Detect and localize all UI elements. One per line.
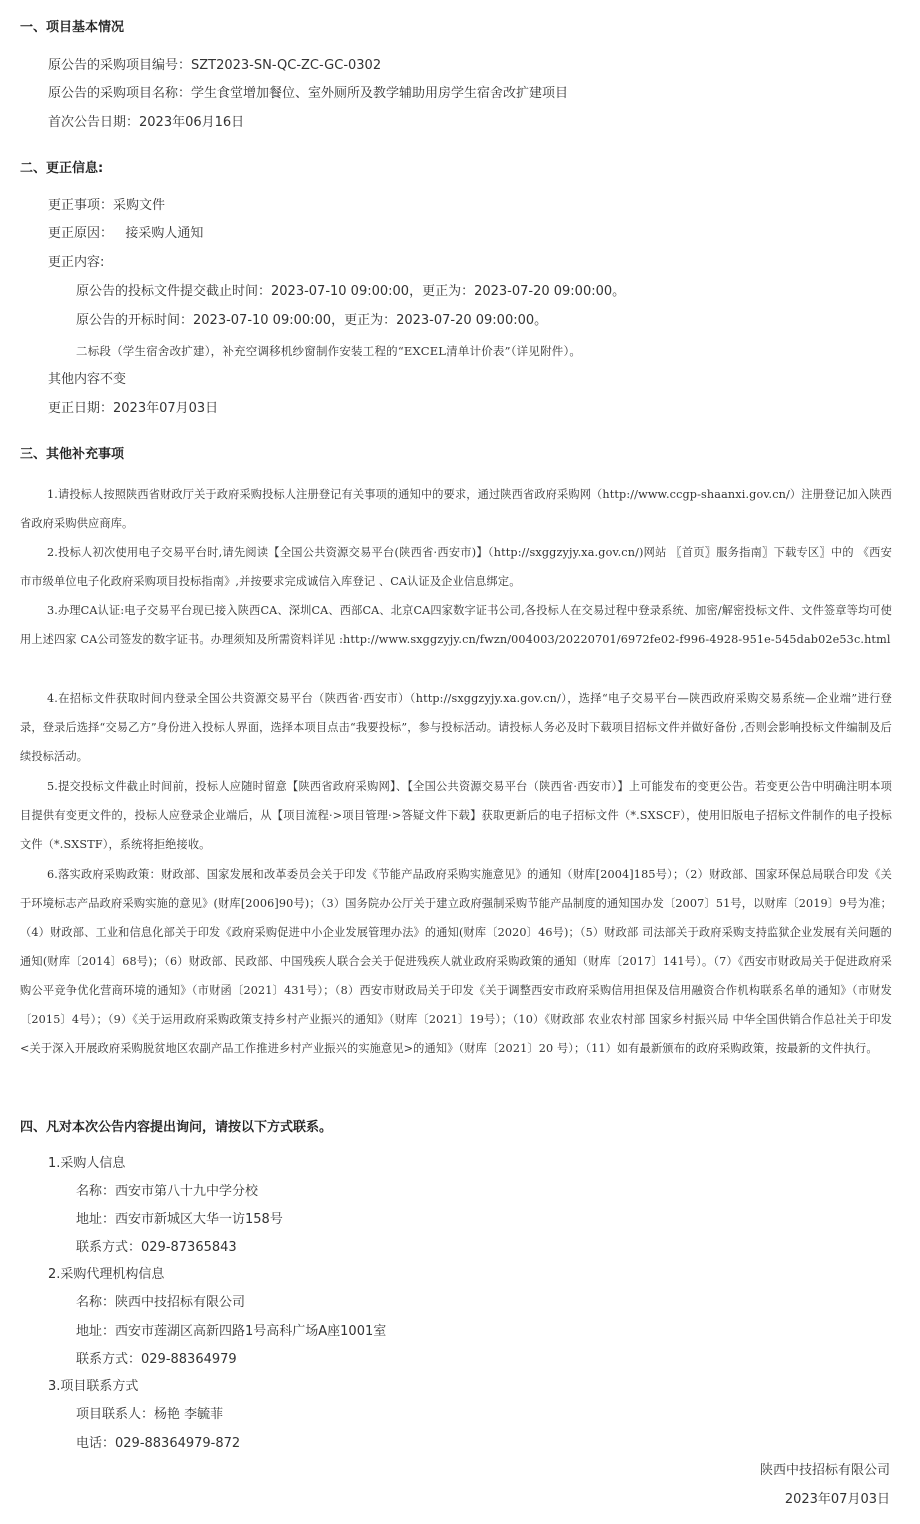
project-contact-phone: 电话：029-88364979-872 <box>76 1436 241 1451</box>
agency-title: 2.采购代理机构信息 <box>48 1267 165 1282</box>
supplement-paragraph-1: 1.请投标人按照陕西省财政厅关于政府采购投标人注册登记有关事项的通知中的要求，通过陕西省政府采购网（http://www.ccgp-shaanxi.gov.cn/）注册登记加入陕西省政府采购供应商库。 <box>20 488 892 530</box>
purchaser-name: 名称：西安市第八十九中学分校 <box>76 1184 259 1199</box>
correction-item: 更正事项：采购文件 <box>48 198 166 213</box>
correction-content-deadline: 原公告的投标文件提交截止时间：2023-07-10 09:00:00，更正为：2023-07-20 09:00:00。 <box>76 284 626 299</box>
project-number: 原公告的采购项目编号：SZT2023-SN-QC-ZC-GC-0302 <box>48 58 382 73</box>
agency-name: 名称：陕西中技招标有限公司 <box>76 1295 246 1310</box>
section-4-heading: 四、凡对本次公告内容提出询问，请按以下方式联系。 <box>20 1120 333 1135</box>
section-3-heading: 三、其他补充事项 <box>20 447 125 462</box>
correction-content-label: 更正内容: <box>48 255 105 270</box>
correction-content-opening: 原公告的开标时间：2023-07-10 09:00:00，更正为：2023-07-20 09:00:00。 <box>76 313 548 328</box>
agency-address: 地址：西安市莲湖区高新四路1号高科广场A座1001室 <box>76 1324 387 1339</box>
supplement-paragraph-2: 2.投标人初次使用电子交易平台时,请先阅读【全国公共资源交易平台(陕西省·西安市)】（http://sxggzyjy.xa.gov.cn/)网站 〖首页〗服务指南〗下载专区〗中的 《西安市市级单位电子化政府采购项目投标指南》,并按要求完成诚信入库登记 、CA认证及企业信息绑定。 <box>20 546 892 588</box>
correction-date: 更正日期：2023年07月03日 <box>48 401 219 416</box>
supplement-paragraph-5: 5.提交投标文件截止时间前，投标人应随时留意【陕西省政府采购网】、【全国公共资源交易平台（陕西省·西安市）】上可能发布的变更公告。若变更公告中明确注明本项目提供有变更文件的，投标人应登录企业端后，从【项目流程·>项目管理·>答疑文件下载】获取更新后的电子招标文件（*.SXSCF），使用旧版电子招标文件制作的电子投标文件（*.SXSTF），系统将拒绝接收。 <box>20 780 892 851</box>
agency-contact: 联系方式：029-88364979 <box>76 1352 237 1367</box>
footer-company: 陕西中技招标有限公司 <box>759 1463 890 1478</box>
other-unchanged: 其他内容不变 <box>48 372 127 387</box>
purchaser-title: 1.采购人信息 <box>48 1156 126 1171</box>
footer-date: 2023年07月03日 <box>784 1492 890 1507</box>
supplement-paragraph-6: 6.落实政府采购政策：财政部、国家发展和改革委员会关于印发《节能产品政府采购实施意见》的通知（财库[2004]185号）；（2）财政部、国家环保总局联合印发《关于环境标志产品政府采购实施的意见》(财库[2006]90号)；（3）国务院办公厅关于建立政府强制采购节能产品制度的通知国办发〔2007〕51号，以财库〔2019〕9号为准；（4）财政部、工业和信息化部关于印发《政府采购促进中小企业发展管理办法》的通知(财库〔2020〕46号)；（5）财政部 司法部关于政府采购支持监狱企业发展有关问题的通知(财库〔2014〕68号)；（6）财政部、民政部、中国残疾人联合会关于促进残疾人就业政府采购政策的通知（财库〔2017〕141号）。（7）《西安市财政局关于促进政府采购公平竞争优化营商环境的通知》（市财函〔2021〕431号）；（8）西安市财政局关于印发《关于调整西安市政府采购信用担保及信用融资合作机构联系名单的通知》（市财发〔2015〕4号）；（9）《关于运用政府采购政策支持乡村产业振兴的通知》（财库〔2021〕19号）；（10）《财政部 农业农村部 国家乡村振兴局 中华全国供销合作总社关于印发<关于深入开展政府采购脱贫地区农副产品工作推进乡村产业振兴的实施意见>的通知》（财库〔2021〕20 号）；（11）如有最新颁布的政府采购政策，按最新的文件执行。 <box>20 868 892 1055</box>
section-1-heading: 一、项目基本情况 <box>20 20 125 35</box>
purchaser-address: 地址：西安市新城区大华一访158号 <box>76 1212 283 1227</box>
project-name: 原公告的采购项目名称：学生食堂增加餐位、室外厕所及教学辅助用房学生宿舍改扩建项目 <box>48 86 569 101</box>
supplement-paragraph-3: 3.办理CA认证:电子交易平台现已接入陕西CA、深圳CA、西部CA、北京CA四家数字证书公司,各投标人在交易过程中登录系统、加密/解密投标文件、文件签章等均可使用上述四家 CA公司签发的数字证书。办理须知及所需资料详见 :http://www.sxggzyjy.cn/fwzn/004003/20220701/6972fe02-f996-4928-951e-545dab02e53c.html <box>20 604 892 646</box>
first-announcement-date: 首次公告日期：2023年06月16日 <box>48 115 245 130</box>
supplement-paragraph-4: 4.在招标文件获取时间内登录全国公共资源交易平台（陕西省·西安市）（http://sxggzyjy.xa.gov.cn/），选择“电子交易平台—陕西政府采购交易系统—企业端”进行登录，登录后选择“交易乙方”身份进入投标人界面，选择本项目点击“我要投标”，参与投标活动。请投标人务必及时下载项目招标文件并做好备份 ,否则会影响投标文件编制及后续投标活动。 <box>20 692 892 763</box>
correction-reason: 更正原因： 接采购人通知 <box>48 226 204 241</box>
project-contact-title: 3.项目联系方式 <box>48 1379 139 1394</box>
purchaser-contact: 联系方式：029-87365843 <box>76 1240 237 1255</box>
correction-content-supplement: 二标段（学生宿舍改扩建），补充空调移机纱窗制作安装工程的“EXCEL清单计价表”（详见附件）。 <box>76 344 582 358</box>
project-contact-person: 项目联系人：杨艳 李毓菲 <box>76 1407 224 1422</box>
section-2-heading: 二、更正信息: <box>20 161 104 176</box>
